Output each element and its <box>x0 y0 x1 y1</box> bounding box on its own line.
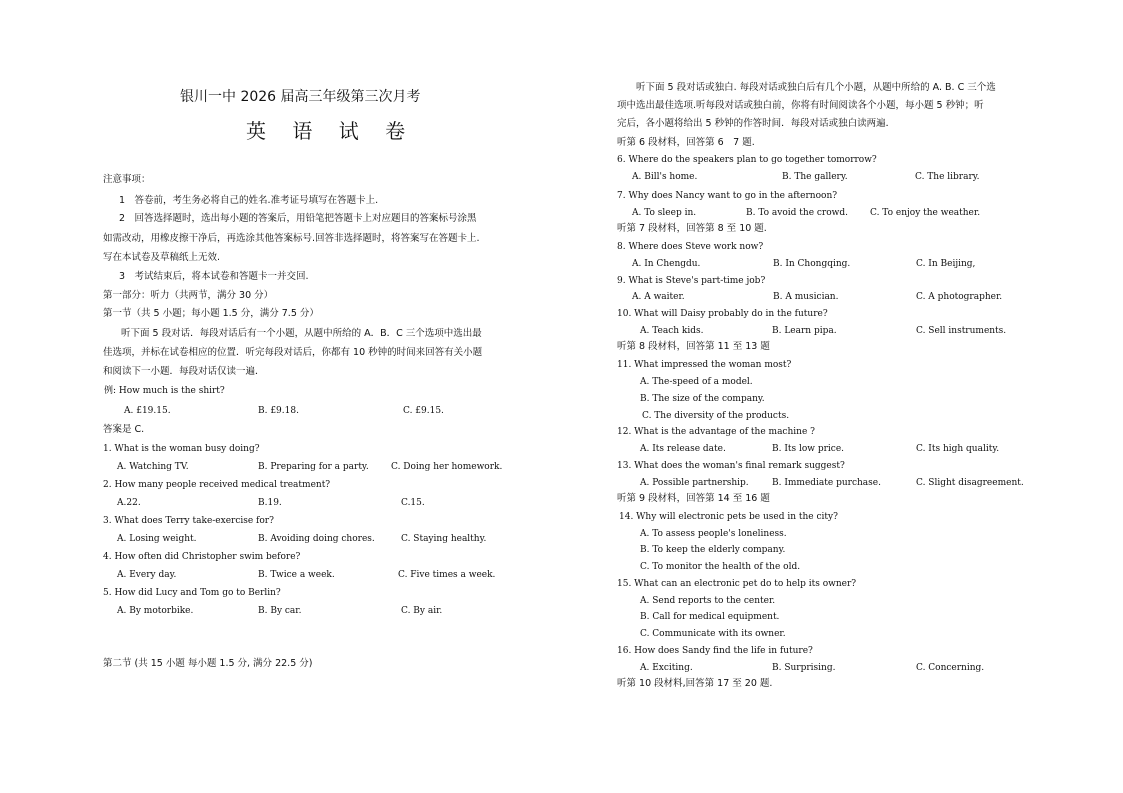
instructions-line3: 和阅读下一小题．每段对话仅读一遍． <box>103 366 265 377</box>
q10-option-a: A. Teach kids. <box>640 326 704 336</box>
q3-option-a: A. Losing weight. <box>117 534 197 544</box>
section2-instructions-line2: 项中选出最佳选项.听每段对话或独白前，你将有时间阅读各个小题，每小题 5 秒钟；听 <box>617 100 984 111</box>
example-question: 例: How much is the shirt? <box>104 386 225 396</box>
q10-option-b: B. Learn pipa. <box>772 326 837 336</box>
q2-option-b: B.19. <box>258 498 282 508</box>
q8-option-a: A. In Chengdu. <box>632 259 701 269</box>
question-5: 5. How did Lucy and Tom go to Berlin? <box>103 588 281 598</box>
q7-option-b: B. To avoid the crowd. <box>746 208 848 218</box>
material-6-marker: 听第 6 段材料，回答第 6 7 题. <box>617 137 755 148</box>
q3-option-b: B. Avoiding doing chores. <box>258 534 375 544</box>
q6-option-c: C. The library. <box>915 172 980 182</box>
question-9: 9. What is Steve's part-time job? <box>617 276 766 286</box>
material-7-marker: 听第 7 段材料，回答第 8 至 10 题. <box>617 223 767 234</box>
q1-option-b: B. Preparing for a party. <box>258 462 369 472</box>
q16-option-c: C. Concerning. <box>916 663 985 673</box>
material-10-marker: 听第 10 段材料,回答第 17 至 20 题. <box>617 678 773 689</box>
section2-instructions-line1: 听下面 5 段对话或独白. 每段对话或独白后有几个小题，从题中所给的 A. B. C 三个选 <box>636 82 996 93</box>
q16-option-b: B. Surprising. <box>772 663 836 673</box>
q15-option-c: C. Communicate with its owner. <box>640 629 786 639</box>
question-3: 3. What does Terry take-exercise for? <box>103 516 274 526</box>
material-8-marker: 听第 8 段材料，回答第 11 至 13 题 <box>617 341 770 352</box>
example-answer: 答案是 C. <box>103 424 145 435</box>
notes-heading: 注意事项： <box>103 174 151 185</box>
q16-option-a: A. Exciting. <box>640 663 693 673</box>
material-9-marker: 听第 9 段材料，回答第 14 至 16 题 <box>617 493 770 504</box>
question-10: 10. What will Daisy probably do in the future? <box>617 309 828 319</box>
note-3: 3 考试结束后，将本试卷和答题卡一并交回. <box>119 271 309 282</box>
q11-option-b: B. The size of the company. <box>640 394 765 404</box>
question-6: 6. Where do the speakers plan to go together tomorrow? <box>617 155 877 165</box>
q5-option-c: C. By air. <box>401 606 443 616</box>
q5-option-a: A. By motorbike. <box>117 606 194 616</box>
q12-option-c: C. Its high quality. <box>916 444 1000 454</box>
q15-option-b: B. Call for medical equipment. <box>640 612 780 622</box>
q9-option-c: C. A photographer. <box>916 292 1003 302</box>
question-12: 12. What is the advantage of the machine ? <box>617 427 815 437</box>
example-option-a: A. £19.15. <box>124 406 171 416</box>
q2-option-a: A.22. <box>117 498 141 508</box>
q4-option-a: A. Every day. <box>117 570 177 580</box>
q3-option-c: C. Staying healthy. <box>401 534 487 544</box>
question-1: 1. What is the woman busy doing? <box>103 444 260 454</box>
q13-option-c: C. Slight disagreement. <box>916 478 1024 488</box>
q2-option-c: C.15. <box>401 498 425 508</box>
q11-option-a: A. The-speed of a model. <box>640 377 753 387</box>
question-14: 14. Why will electronic pets be used in the city? <box>619 512 838 522</box>
q14-option-a: A. To assess people's loneliness. <box>640 529 787 539</box>
q8-option-c: C. In Beijing, <box>916 259 976 269</box>
note-2b: 如需改动，用橡皮擦干净后，再选涂其他答案标号.回答非选择题时，将答案写在答题卡上. <box>103 233 480 244</box>
example-option-c: C. £9.15. <box>403 406 444 416</box>
part1-heading: 第一部分：听力（共两节，满分 30 分） <box>103 290 274 301</box>
question-4: 4. How often did Christopher swim before? <box>103 552 301 562</box>
q6-option-a: A. Bill's home. <box>632 172 698 182</box>
q7-option-a: A. To sleep in. <box>632 208 697 218</box>
q11-option-c: C. The diversity of the products. <box>642 411 790 421</box>
q9-option-a: A. A waiter. <box>632 292 685 302</box>
question-15: 15. What can an electronic pet do to help its owner? <box>617 579 857 589</box>
q8-option-b: B. In Chongqing. <box>773 259 851 269</box>
q9-option-b: B. A musician. <box>773 292 839 302</box>
note-1: 1 答卷前，考生务必将自己的姓名.准考证号填写在答题卡上. <box>119 195 379 206</box>
note-2c: 写在本试卷及草稿纸上无效. <box>103 252 221 263</box>
q12-option-a: A. Its release date. <box>640 444 726 454</box>
question-11: 11. What impressed the woman most? <box>617 360 792 370</box>
question-16: 16. How does Sandy find the life in future? <box>617 646 813 656</box>
question-13: 13. What does the woman's final remark suggest? <box>617 461 845 471</box>
question-2: 2. How many people received medical treatment? <box>103 480 331 490</box>
q4-option-c: C. Five times a week. <box>398 570 496 580</box>
instructions-line1: 听下面 5 段对话．每段对话后有一个小题，从题中所给的 A．B．C 三个选项中选出最 <box>121 328 482 339</box>
note-2a: 2 回答选择题时，选出每小题的答案后，用铅笔把答题卡上对应题目的答案标号涂黑 <box>119 213 477 224</box>
question-8: 8. Where does Steve work now? <box>617 242 764 252</box>
q4-option-b: B. Twice a week. <box>258 570 335 580</box>
exam-title: 银川一中 2026 届高三年级第三次月考 <box>180 89 421 105</box>
q5-option-b: B. By car. <box>258 606 302 616</box>
section2-heading: 第二节 (共 15 小题 每小题 1.5 分, 满分 22.5 分) <box>103 658 313 669</box>
example-option-b: B. £9.18. <box>258 406 299 416</box>
instructions-line2: 佳选项，并标在试卷相应的位置．听完每段对话后，你都有 10 秒钟的时间来回答有关小题 <box>103 347 483 358</box>
q10-option-c: C. Sell instruments. <box>916 326 1007 336</box>
subject-title: 英 语 试 卷 <box>246 119 416 143</box>
q6-option-b: B. The gallery. <box>782 172 848 182</box>
question-7: 7. Why does Nancy want to go in the afternoon? <box>617 191 838 201</box>
q14-option-c: C. To monitor the health of the old. <box>640 562 801 572</box>
q13-option-b: B. Immediate purchase. <box>772 478 881 488</box>
q15-option-a: A. Send reports to the center. <box>640 596 776 606</box>
q14-option-b: B. To keep the elderly company. <box>640 545 786 555</box>
q1-option-c: C. Doing her homework. <box>391 462 503 472</box>
q12-option-b: B. Its low price. <box>772 444 845 454</box>
q13-option-a: A. Possible partnership. <box>640 478 749 488</box>
q1-option-a: A. Watching TV. <box>117 462 189 472</box>
section2-instructions-line3: 完后，各小题将给出 5 秒钟的作答时间．每段对话或独白读两遍． <box>617 118 896 129</box>
section1-heading: 第一节（共 5 小题；每小题 1.5 分，满分 7.5 分） <box>103 308 319 319</box>
q7-option-c: C. To enjoy the weather. <box>870 208 981 218</box>
